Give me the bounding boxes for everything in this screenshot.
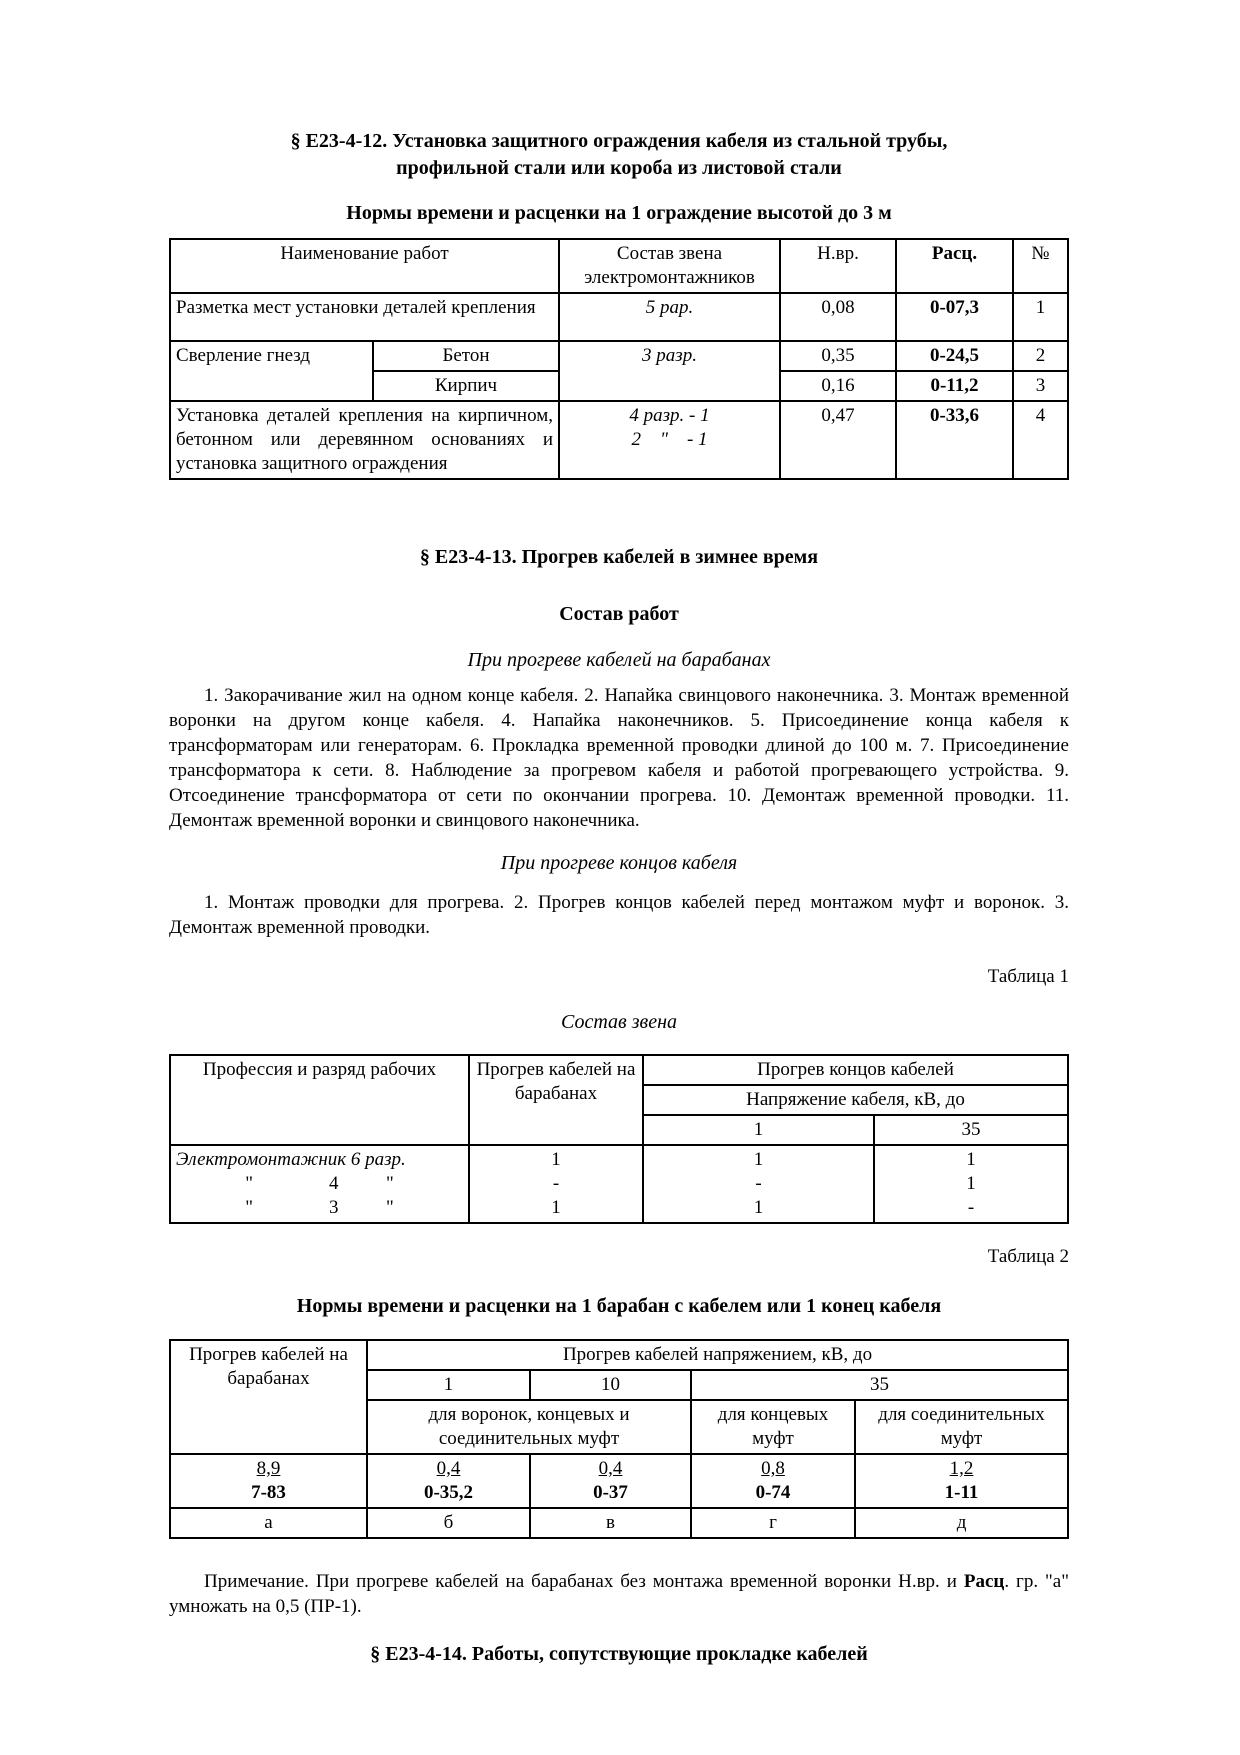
time-value: 1,2: [949, 1458, 974, 1479]
cell-num: 1: [1013, 293, 1068, 341]
header-funnel-mufts: для воронок, концевых и соединительных муфт: [367, 1400, 691, 1454]
section-12-title-line1: § Е23-4-12. Установка защитного ограждения кабеля из стальной трубы,: [290, 130, 948, 152]
table-header-row: [170, 239, 1068, 293]
cell-num: 2: [1013, 341, 1068, 371]
table-2-label: Таблица 2: [987, 1246, 1069, 1267]
count-line: 1: [753, 1197, 764, 1218]
profession-line: " 3 ": [245, 1197, 394, 1218]
cell-time: 0,35: [780, 341, 896, 371]
cell-time: 0,08: [780, 293, 896, 341]
cell-crew: [559, 401, 780, 479]
cell-work-name: Установка деталей крепления на кирпичном, бетонном или деревянном основаниях и установка защитного ограждения: [170, 401, 559, 479]
header-cable-ends: Прогрев концов кабелей: [643, 1055, 1068, 1085]
count-line: 1: [551, 1197, 561, 1218]
profession-line: " 4 ": [245, 1173, 394, 1194]
column-letter: г: [691, 1508, 855, 1538]
table-header-row: [170, 1340, 1068, 1370]
norms-subtitle: Нормы времени и расценки на 1 ограждение высотой до 3 м: [346, 202, 892, 224]
cell-work-name: Разметка мест установки деталей крепления: [170, 293, 559, 341]
cell-norm-v: [530, 1454, 691, 1508]
cell-drums-count: [469, 1145, 643, 1223]
profession-line: Электромонтажник 6 разр.: [176, 1149, 406, 1170]
header-voltage-35: 35: [691, 1370, 1068, 1400]
header-voltage-1: 1: [643, 1115, 874, 1145]
cell-norm-b: [367, 1454, 530, 1508]
cell-num: 4: [1013, 401, 1068, 479]
cell-time: 0,16: [780, 371, 896, 401]
crew-line: 4 разр. - 1: [629, 405, 710, 426]
count-line: 1: [966, 1149, 976, 1170]
rate-value: 0-35,2: [423, 1482, 474, 1503]
header-crew: Состав звена электромонтажников: [559, 239, 780, 293]
cell-rate: 0-33,6: [896, 401, 1013, 479]
cell-num: 3: [1013, 371, 1068, 401]
count-line: 1: [753, 1149, 764, 1170]
table-row: [170, 1145, 1068, 1223]
column-letter: в: [530, 1508, 691, 1538]
count-line: -: [552, 1173, 560, 1194]
header-rate: Расц.: [896, 239, 1013, 293]
cell-norm-g: [691, 1454, 855, 1508]
crew-composition-table: [169, 1054, 1069, 1224]
time-value: 0,4: [436, 1458, 461, 1479]
count-line: -: [755, 1173, 762, 1194]
works-paragraph-ends: 1. Монтаж проводки для прогрева. 2. Прогрев концов кабелей перед монтажом муфт и воронок. 3. Демонтаж временной проводки.: [169, 892, 1069, 938]
cell-time: 0,47: [780, 401, 896, 479]
count-line: -: [967, 1197, 975, 1218]
table-row: [170, 1454, 1068, 1508]
count-line: 1: [966, 1173, 976, 1194]
table-row: [170, 293, 1068, 341]
column-letter: а: [170, 1508, 367, 1538]
rate-value: 0-37: [593, 1482, 628, 1503]
crew-composition-title: Состав звена: [560, 1011, 677, 1033]
cable-ends-subtitle: При прогреве концов кабеля: [500, 852, 738, 874]
header-work-name: Наименование работ: [170, 239, 559, 293]
count-line: 1: [551, 1149, 561, 1170]
cell-crew: 5 рар.: [559, 293, 780, 341]
table-header-row: [170, 1055, 1068, 1085]
header-voltage-1: 1: [367, 1370, 530, 1400]
section-12-title-line2: профильной стали или короба из листовой стали: [396, 157, 842, 179]
table-row: [170, 401, 1068, 479]
rate-value: 1-11: [944, 1482, 979, 1503]
table-row: [170, 1508, 1068, 1538]
cell-material: Бетон: [373, 341, 559, 371]
note-paragraph: [169, 1569, 1069, 1619]
header-voltage: Прогрев кабелей напряжением, кВ, до: [367, 1340, 1068, 1370]
works-composition-title: Состав работ: [559, 603, 679, 625]
column-letter: б: [367, 1508, 530, 1538]
header-voltage-35: 35: [874, 1115, 1068, 1145]
table-1-label: Таблица 1: [987, 966, 1069, 987]
header-num: №: [1013, 239, 1068, 293]
cell-v1-count: [643, 1145, 874, 1223]
note-text-bold: Расц: [963, 1571, 1005, 1592]
cell-material: Кирпич: [373, 371, 559, 401]
time-value: 0,8: [761, 1458, 785, 1479]
drum-norms-table: [169, 1339, 1069, 1539]
section-12-title: [169, 128, 1069, 182]
work-norms-table: [169, 238, 1069, 480]
section-14-title: § Е23-4-14. Работы, сопутствующие прокладке кабелей: [370, 1643, 868, 1665]
cell-norm-d: [855, 1454, 1068, 1508]
header-join-mufts: для соединительных муфт: [855, 1400, 1068, 1454]
time-value: 8,9: [256, 1458, 281, 1479]
cell-profession: [170, 1145, 469, 1223]
rate-value: 7-83: [251, 1482, 286, 1503]
header-time: Н.вр.: [780, 239, 896, 293]
works-paragraph-drums: 1. Закорачивание жил на одном конце кабеля. 2. Напайка свинцового наконечника. 3. Монтаж временной воронки на другом конце кабеля. 4. Напайка наконечников. 5. Присоединение конца кабеля к трансформаторам или генераторам. 6. Прокладка временной проводки длиной до 100 м. 7. Присоединение трансформатора к сети. 8. Наблюдение за прогревом кабеля и работой прогревающего устройства. 9. Отсоединение трансформатора от сети по окончании прогрева. 10. Демонтаж временной проводки. 11. Демонтаж временной воронки и свинцового наконечника.: [169, 685, 1069, 831]
column-letter: д: [855, 1508, 1068, 1538]
rate-value: 0-74: [755, 1482, 791, 1503]
table-row: [170, 341, 1068, 371]
section-13-title: § Е23-4-13. Прогрев кабелей в зимнее время: [419, 546, 819, 568]
note-text-post: . гр. "а" умножать на 0,5 (ПР-1).: [169, 1571, 1069, 1617]
cell-rate: 0-07,3: [896, 293, 1013, 341]
header-profession: Профессия и разряд рабочих: [170, 1055, 469, 1145]
cell-norm-a: [170, 1454, 367, 1508]
cell-rate: 0-24,5: [896, 341, 1013, 371]
header-drums: Прогрев кабелей на барабанах: [469, 1055, 643, 1145]
header-voltage: Напряжение кабеля, кВ, до: [643, 1085, 1068, 1115]
time-value: 0,4: [598, 1458, 623, 1479]
cell-rate: 0-11,2: [896, 371, 1013, 401]
cell-v35-count: [874, 1145, 1068, 1223]
cell-crew: 3 разр.: [559, 341, 780, 401]
crew-line: 2 " - 1: [631, 429, 708, 450]
drum-norms-title: Нормы времени и расценки на 1 барабан с кабелем или 1 конец кабеля: [296, 1295, 942, 1317]
header-end-mufts: для концевых муфт: [691, 1400, 855, 1454]
drums-subtitle: При прогреве кабелей на барабанах: [467, 649, 771, 671]
header-voltage-10: 10: [530, 1370, 691, 1400]
header-drums: Прогрев кабелей на барабанах: [170, 1340, 367, 1454]
note-text-pre: Примечание. При прогреве кабелей на барабанах без монтажа временной воронки Н.вр. и: [204, 1571, 964, 1592]
cell-work-name: Сверление гнезд: [170, 341, 373, 401]
